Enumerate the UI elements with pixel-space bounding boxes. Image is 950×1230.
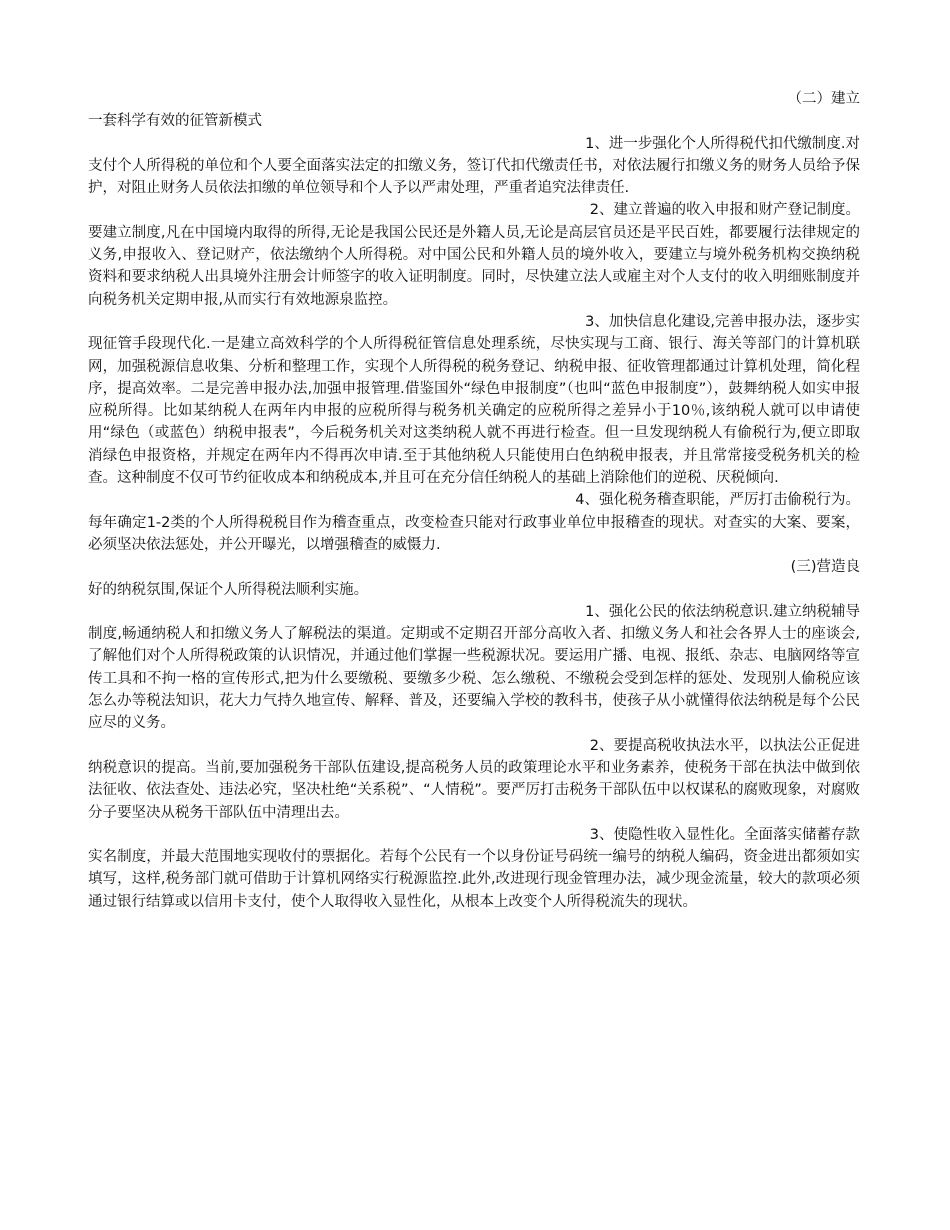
- paragraph-text: 好的纳税氛围,保证个人所得税法顺利实施。: [88, 581, 369, 598]
- document-body: [88, 88, 860, 913]
- paragraph-hidden-income: [88, 824, 860, 913]
- paragraph-text: 每年确定1-2类的个人所得税税目作为稽查重点，改变检查只能对行政事业单位申报稽查的现状。对查实的大案、要案，必须坚决依法惩处，并公开曝光，以增强稽查的威慑力.: [88, 514, 860, 553]
- paragraph-lead: 2、要提高税收执法水平，以执法公正促进: [589, 737, 860, 754]
- paragraph-income-declaration: [88, 199, 860, 310]
- paragraph-text: 制度,畅通纳税人和扣缴义务人了解税法的渠道。定期或不定期召开部分高收入者、扣缴义务人和社会各界人士的座谈会,了解他们对个人所得税政策的认识情况，并通过他们掌握一些税源状况。要运用广播、电视、报纸、杂志、电脑网络等宣传工具和不拘一格的宣传形式,把为什么要缴税、要缴多少税、怎么缴税、不缴税会受到怎样的惩处、发现别人偷税应该怎么办等税法知识，花大力气持久地宣传、解释、普及，还要编入学校的教科书，使孩子从小就懂得依法纳税是每个公民应尽的义务。: [88, 626, 860, 732]
- paragraph-lead: 1、强化公民的依法纳税意识.建立纳税辅导: [585, 603, 860, 620]
- paragraph-text: 要建立制度,凡在中国境内取得的所得,无论是我国公民还是外籍人员,无论是高层官员还是平民百姓，都要履行法律规定的义务,申报收入、登记财产，依法缴纳个人所得税。对中国公民和外籍人员的境外收入，要建立与境外税务机构交换纳税资料和要求纳税人出具境外注册会计师签字的收入证明制度。同时，尽快建立法人或雇主对个人支付的收入明细账制度并向税务机关定期申报,从而实行有效地源泉监控。: [88, 224, 860, 308]
- paragraph-tax-inspection: [88, 489, 860, 556]
- paragraph-text: 实名制度，并最大范围地实现收付的票据化。若每个公民有一个以身份证号码统一编号的纳税人编码，资金进出都须如实填写，这样,税务部门就可借助于计算机网络实行税源监控.此外,改进现行现金管理办法，减少现金流量，较大的款项必须通过银行结算或以信用卡支付，使个人取得收入显性化，从根本上改变个人所得税流失的现状。: [88, 849, 860, 910]
- paragraph-law-enforcement: [88, 735, 860, 824]
- paragraph-tax-awareness: [88, 601, 860, 735]
- paragraph-lead: 1、进一步强化个人所得税代扣代缴制度.对: [585, 135, 860, 152]
- section-heading-3: [88, 556, 860, 601]
- paragraph-lead: 3、使隐性收入显性化。全面落实储蓄存款: [589, 826, 860, 843]
- paragraph-lead: 4、强化税务稽查职能，严厉打击偷税行为。: [575, 492, 860, 509]
- paragraph-lead: （二）建立: [787, 91, 860, 107]
- paragraph-lead: 2、建立普遍的收入申报和财产登记制度。: [589, 202, 860, 219]
- paragraph-lead: 3、加快信息化建设,完善申报办法，逐步实: [585, 313, 860, 330]
- paragraph-informatization: [88, 311, 860, 489]
- section-heading-2: [88, 88, 860, 133]
- paragraph-lead: (三)营造良: [790, 559, 860, 576]
- paragraph-text: 支付个人所得税的单位和个人要全面落实法定的扣缴义务，签订代扣代缴责任书，对依法履行扣缴义务的财务人员给予保护，对阻止财务人员依法扣缴的单位领导和个人予以严肃处理，严重者追究法律责任.: [88, 157, 860, 197]
- paragraph-text: 纳税意识的提高。当前,要加强税务干部队伍建设,提高税务人员的政策理论水平和业务素养，使税务干部在执法中做到依法征收、依法查处、违法必究，坚决杜绝“关系税”、“人情税”。要严厉打击税务干部队伍中以权谋私的腐败现象，对腐败分子要坚决从税务干部队伍中清理出去。: [88, 759, 860, 821]
- paragraph-text: 一套科学有效的征管新模式: [88, 113, 262, 130]
- paragraph-withholding: [88, 133, 860, 200]
- paragraph-text: 现征管手段现代化.一是建立高效科学的个人所得税征管信息处理系统，尽快实现与工商、银行、海关等部门的计算机联网，加强税源信息收集、分析和整理工作，实现个人所得税的税务登记、纳税申报、征收管理都通过计算机处理，简化程序，提高效率。二是完善申报办法,加强申报管理.借鉴国外“绿色申报制度”（也叫“蓝色申报制度”），鼓舞纳税人如实申报应税所得。比如某纳税人在两年内申报的应税所得与税务机关确定的应税所得之差异小于10％,该纳税人就可以申请使用“绿色（或蓝色）纳税申报表”，今后税务机关对这类纳税人就不再进行检查。但一旦发现纳税人有偷税行为,便立即取消绿色申报资格，并规定在两年内不得再次申请.至于其他纳税人只能使用白色纳税申报表，并且常常接受税务机关的检查。这种制度不仅可节约征收成本和纳税成本,并且可在充分信任纳税人的基础上消除他们的逆税、厌税倾向.: [88, 336, 860, 487]
